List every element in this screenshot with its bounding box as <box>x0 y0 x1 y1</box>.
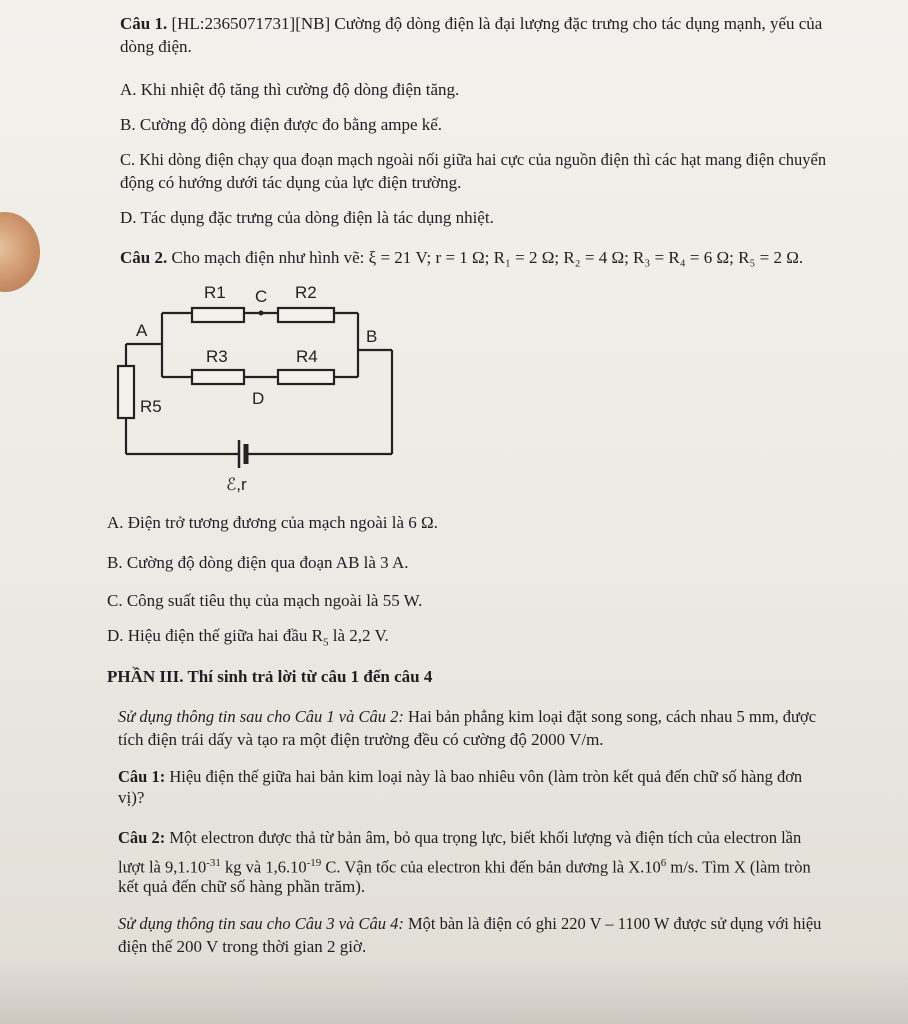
q1-label: Câu 1. <box>120 14 168 33</box>
q2-option-d-value: là 2,2 V. <box>328 626 389 645</box>
label-r3: R3 <box>206 347 228 366</box>
c2-charge-text: kg và 1,6.10 <box>220 857 307 877</box>
label-node-d: D <box>252 389 265 408</box>
c1-label: Câu 1: <box>118 767 166 786</box>
info1-text: Hai bản phẳng kim loại đặt song song, cách nhau 5 mm, được <box>403 707 817 726</box>
q1-stem-line1 <box>120 14 822 34</box>
c2-velocity-text: C. Vận tốc của electron khi đến bản dương là X.10 <box>321 857 661 877</box>
circuit-diagram <box>112 276 412 496</box>
resistor-r2 <box>278 308 334 322</box>
info1-line1 <box>118 707 816 727</box>
label-node-b: B <box>366 327 378 346</box>
label-node-a: A <box>136 321 148 340</box>
info1-line2: tích điện trái dấy và tạo ra một điện trường đều có cường độ 2000 V/m. <box>118 730 604 749</box>
resistor-r3 <box>192 370 244 384</box>
c2-velocity-exponent: 6 <box>660 857 667 869</box>
q1-option-b: B. Cường độ dòng điện được đo bằng ampe kế. <box>120 115 443 134</box>
info2-line1 <box>118 914 821 934</box>
q2-text: Cho mạch điện như hình vẽ: <box>167 248 369 267</box>
c2-find-text: m/s. Tìm X (làm tròn <box>666 857 811 877</box>
resistor-r5 <box>118 366 134 418</box>
c2-mass-exponent: -31 <box>206 857 221 869</box>
info2-text: Một bàn là điện có ghi 220 V – 1100 W được sử dụng với hiệu <box>403 914 822 933</box>
q2-stem <box>120 248 803 268</box>
q1-stem-line2: dòng điện. <box>120 37 192 56</box>
c2-line1 <box>118 828 801 848</box>
part3-heading: PHẦN III. Thí sinh trả lời từ câu 1 đến câu 4 <box>107 667 433 686</box>
resistor-r4 <box>278 370 334 384</box>
c1-text: Hiệu điện thế giữa hai bản kim loại này là bao nhiêu vôn (làm tròn kết quả đến chữ số hàng đơn <box>165 767 803 786</box>
label-r1: R1 <box>204 283 226 302</box>
q1-option-c-line2: động có hướng dưới tác dụng của lực điện trường. <box>120 173 462 192</box>
resistor-r1 <box>192 308 244 322</box>
q2-option-d-subscript: 5 <box>323 636 329 649</box>
label-source: ℰ,r <box>226 475 247 494</box>
node-c-dot <box>259 311 264 316</box>
label-r4: R4 <box>296 347 318 366</box>
c1-line2: vị)? <box>118 788 145 807</box>
q2-label: Câu 2. <box>120 248 168 267</box>
label-node-c: C <box>255 287 268 306</box>
q2-option-c: C. Công suất tiêu thụ của mạch ngoài là 55 W. <box>107 591 423 610</box>
q1-option-a: A. Khi nhiệt độ tăng thì cường độ dòng điện tăng. <box>120 80 460 99</box>
q2-option-b: B. Cường độ dòng điện qua đoạn AB là 3 A. <box>107 553 409 572</box>
q1-option-c-line1: C. Khi dòng điện chạy qua đoạn mạch ngoài nối giữa hai cực của nguồn điện thì các hạt mang điện chuyển <box>120 150 827 169</box>
q2-given-values: ξ = 21 V; r = 1 Ω; R₁ = 2 Ω; R₂ = 4 Ω; R₃ = R₄ = 6 Ω; R₅ = 2 Ω. <box>368 248 804 267</box>
q2-option-d-text: D. Hiệu điện thế giữa hai đầu R <box>107 626 323 645</box>
c2-line2 <box>118 853 811 878</box>
c2-line3: kết quả đến chữ số hàng phần trăm). <box>118 877 366 896</box>
c2-charge-exponent: -19 <box>306 857 322 869</box>
c2-label: Câu 2: <box>118 828 166 847</box>
q2-option-d <box>107 626 389 652</box>
q2-option-a: A. Điện trở tương đương của mạch ngoài là 6 Ω. <box>107 513 438 532</box>
q1-text: [HL:2365071731][NB] Cường độ dòng điện là đại lượng đặc trưng cho tác dụng mạnh, yếu của <box>167 14 823 33</box>
q1-option-d: D. Tác dụng đặc trưng của dòng điện là tác dụng nhiệt. <box>120 208 494 227</box>
c1-line1 <box>118 767 802 787</box>
info1-prefix: Sử dụng thông tin sau cho Câu 1 và Câu 2: <box>118 707 404 726</box>
info2-line2: điện thế 200 V trong thời gian 2 giờ. <box>118 937 367 956</box>
c2-mass-text: lượt là 9,1.10 <box>118 857 207 877</box>
bottom-shadow <box>0 960 908 1024</box>
label-r5: R5 <box>140 397 162 416</box>
label-r2: R2 <box>295 283 317 302</box>
c2-text: Một electron được thả từ bản âm, bỏ qua trọng lực, biết khối lượng và điện tích của electron lần <box>165 828 802 847</box>
info2-prefix: Sử dụng thông tin sau cho Câu 3 và Câu 4: <box>118 914 404 933</box>
